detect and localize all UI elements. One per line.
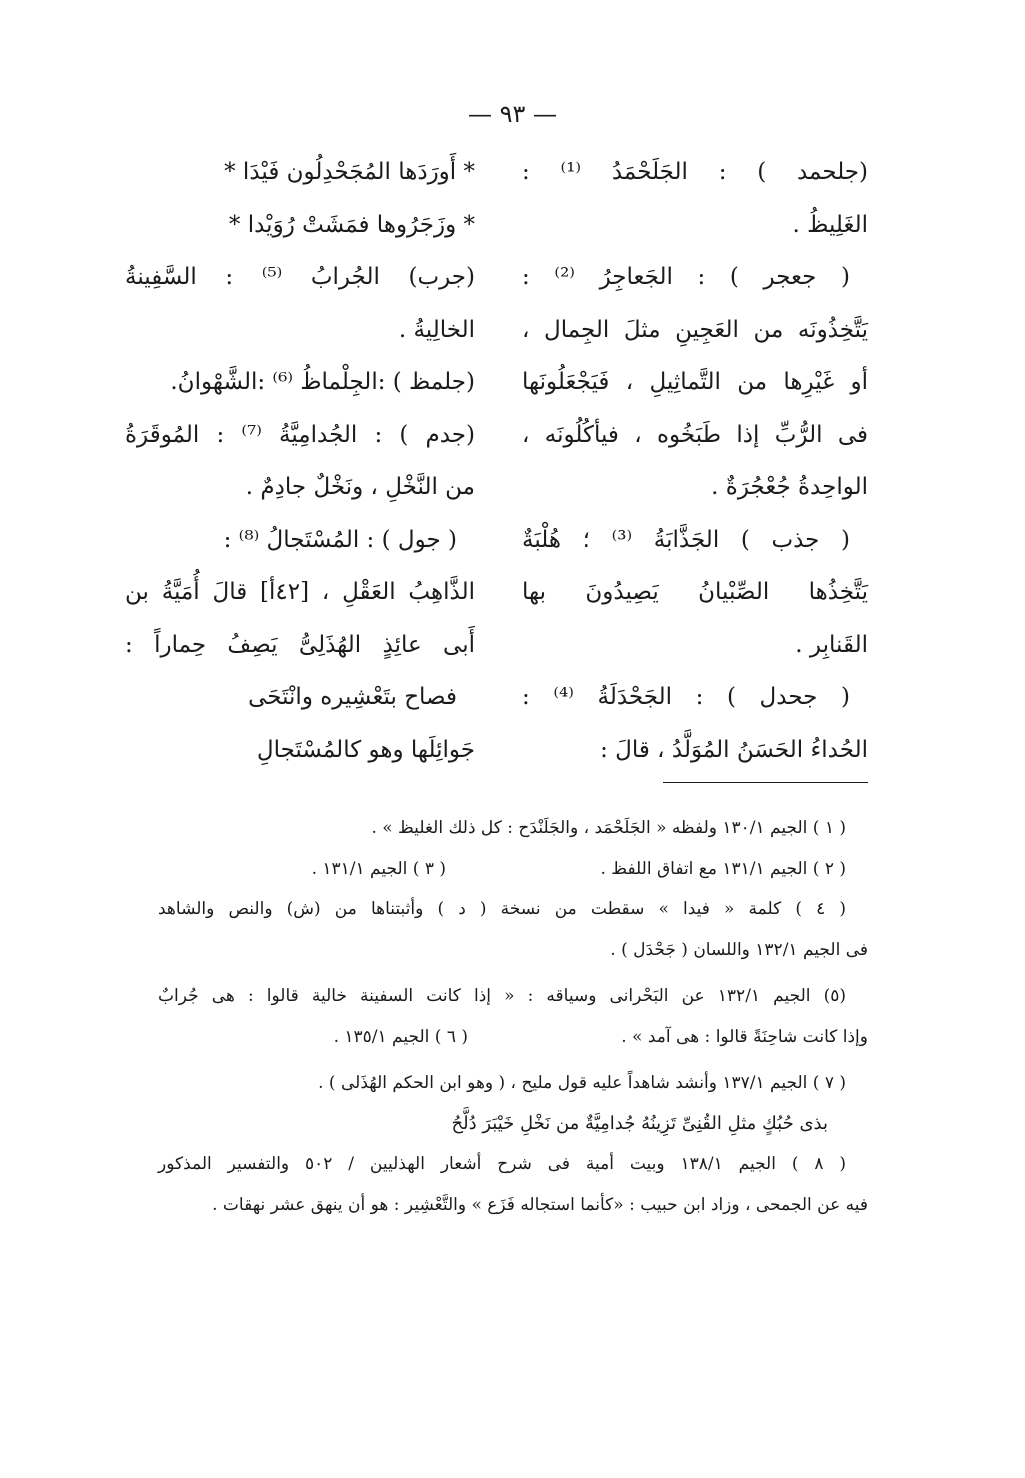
footnote-row — [158, 1017, 868, 1058]
footnote-separator — [663, 782, 868, 783]
entry-line: الواحِدةُ جُعْجُرَةٌ . — [711, 474, 868, 500]
footnote-4-line: ( ٤ ) كلمة « فيدا » سقطت من نسخة ( د ) وأثبتناها من (ش) والنص والشاهد — [158, 899, 846, 919]
footnotes — [158, 808, 868, 1225]
left-column — [125, 146, 475, 776]
page-number: — ٩٣ — — [467, 100, 558, 128]
entry-line: (جرب) الجُرابُ ⁽⁵⁾ : السَّفِينةُ — [125, 264, 475, 290]
footnote-5-line: (٥) الجيم ١٣٢/١ عن البَحْرانى وسياقه : « إذا كانت السفينة خالية قالوا : هى جُرابٌ — [158, 986, 846, 1006]
entry-line: يَتَّخِذُها الصِّبْيانُ يَصِيدُونَ بها — [522, 579, 868, 605]
footnote-8-line: ( ٨ ) الجيم ١٣٨/١ وبيت أمية فى شرح أشعار الهذليين / ٥٠٢ والتفسير المذكور — [158, 1154, 846, 1174]
entry-line: أو غَيْرِها من التَّماثِيلِ ، فَيَجْعَلُونَها — [522, 369, 868, 395]
verse-line: فصاح بتَعْشِيره وانْتَحَى — [248, 684, 457, 710]
entry-line: (جلمظ ) :الجِلْماظُ ⁽⁶⁾ :الشَّهْوانُ. — [170, 369, 475, 395]
entry-line: أَبى عائِذٍ الهُذَلِىُّ يَصِفُ حِماراً : — [125, 631, 475, 658]
footnote-4-line: فى الجيم ١٣٢/١ واللسان ( جَحْدَل ) . — [610, 939, 868, 960]
entry-line: القَنابِر . — [795, 631, 868, 658]
footnote-7-verse: بذى حُبُكٍ مثلِ القُنِىِّ تَزِينُهُ جُدامِيَّةٌ من نَخْلِ خَيْبَرَ دُلَّحُ — [451, 1112, 828, 1134]
entry-line: ( جذب ) الجَذَّابَةُ ⁽³⁾ ؛ هُلْبَةٌ — [522, 526, 850, 553]
entry-line: الغَلِيظُ . — [792, 211, 868, 238]
footnote-6: ( ٦ ) الجيم ١٣٥/١ . — [333, 1026, 468, 1047]
entry-line: ( جول ) : المُسْتَجالُ ⁽⁸⁾ : — [223, 526, 457, 553]
entry-line: ( جعجر ) : الجَعاجِرُ ⁽²⁾ : — [522, 264, 850, 290]
footnote-1: ( ١ ) الجيم ١٣٠/١ ولفظه « الجَلَحْمَد ، والجَلَنْدَح : كل ذلك الغليظ » . — [371, 818, 846, 838]
footnote-2: ( ٢ ) الجيم ١٣١/١ مع اتفاق اللفظ . — [600, 858, 846, 879]
entry-line: ( جحدل ) : الجَحْدَلَةُ ⁽⁴⁾ : — [522, 684, 850, 710]
footnote-7-line: ( ٧ ) الجيم ١٣٧/١ وأنشد شاهداً عليه قول مليح ، ( وهو ابن الحكم الهُذَلى ) . — [318, 1073, 846, 1093]
verse-line: جَوائِلَها وهو كالمُسْتَجالِ — [256, 736, 475, 763]
footnote-8-line: فيه عن الجمحى ، وزاد ابن حبيب : «كأنما استجاله فَزَع » والتَّعْشِير : هو أن ينهق عشر نهقات . — [212, 1194, 868, 1215]
entry-line: من النَّخْلِ ، ونَخْلٌ جادِمٌ . — [245, 474, 475, 500]
entry-line: فى الرُّبِّ إذا طَبَخُوه ، فيأكُلُونَه ، — [522, 421, 868, 448]
entry-line: الحُداءُ الحَسَنُ المُوَلَّدُ ، قالَ : — [600, 736, 868, 763]
entry-line: الذَّاهِبُ العَقْلِ ، [٤٢أ] قالَ أُمَيَّةُ بن — [125, 579, 476, 605]
entry-line: الخالِيةُ . — [398, 316, 475, 343]
verse-line: * أَورَدَها المُجَحْدِلُون فَيْدَا * — [224, 159, 475, 185]
footnote-5-line: وإذا كانت شاحِنَةً قالوا : هى آمد » . — [621, 1026, 868, 1047]
footnote-row — [158, 849, 868, 890]
entry-line: (جدم ) : الجُدامِيَّةُ ⁽⁷⁾ : المُوقَرَةُ — [125, 421, 475, 448]
entry-line: (جلحمد ) : الجَلَحْمَدُ ⁽¹⁾ : — [522, 159, 868, 185]
entry-line: يَتَّخِذُونَه من العَجِينِ مثلَ الجِمال ، — [522, 316, 868, 343]
footnote-3: ( ٣ ) الجيم ١٣١/١ . — [311, 858, 446, 879]
right-column — [522, 146, 868, 776]
verse-line: * وزَجَرُوها فمَشَتْ رُوَيْدا * — [228, 211, 475, 238]
